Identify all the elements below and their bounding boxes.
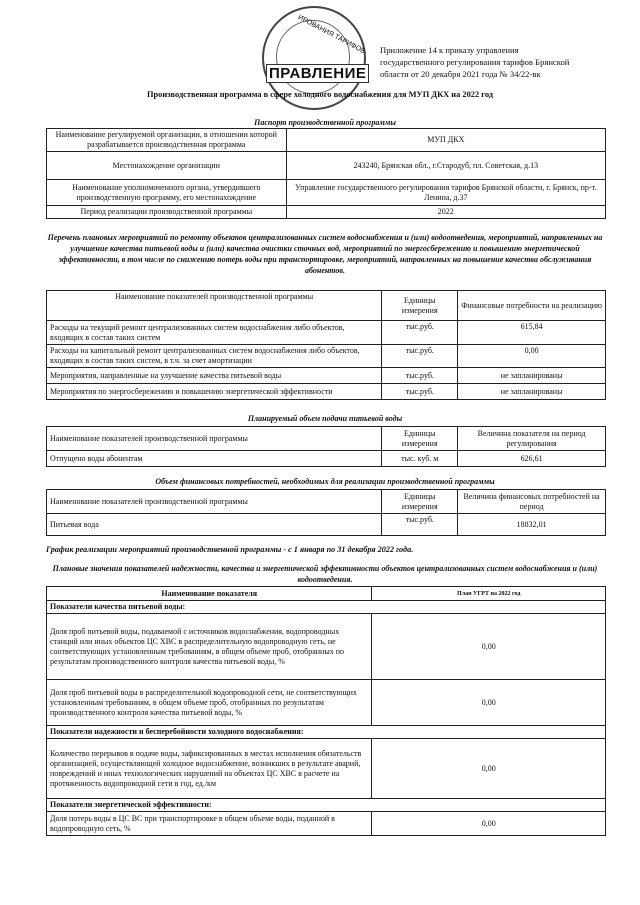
column-header: Наименование показателей производственной программы [47,291,382,321]
column-header: План УГРТ на 2022 год [372,587,606,601]
measure-name: Мероприятия по энергосбережению и повышению энергетической эффективности [47,384,382,400]
measure-unit: тыс.руб. [382,384,458,400]
table-header-row [47,490,606,514]
stamp-arc-text: ИРОВАНИЯ ТАРИФОВ [296,14,367,56]
appendix-line: государственного регулирования тарифов Брянской [380,57,570,67]
table-row [47,321,606,345]
indicators-table [46,586,606,836]
finance-value: 18832,01 [458,514,606,536]
table-row [47,206,606,219]
measure-unit: тыс.руб. [382,321,458,345]
supply-unit: тыс. куб. м [382,451,458,467]
indicator-name: Количество перерывов в подаче воды, зафиксированных в местах исполнения обязательств организацией, осуществляющей холодное водоснабжение, возникших в результате аварий, повреждений и иных технологических нарушений на объектах ЦС ХВС в расчете на протяженность водопроводной сети в год, ед./км [47,739,372,799]
indicator-value: 0,00 [372,812,606,836]
table-row [47,368,606,384]
passport-value: МУП ДКХ [286,129,605,152]
supply-value: 626,61 [458,451,606,467]
measure-value: не запланированы [458,384,606,400]
passport-value: 2022 [286,206,605,219]
supply-name: Отпущено воды абонентам [47,451,382,467]
passport-label: Период реализации производственной программы [47,206,287,219]
finance-name: Питьевая вода [47,514,382,536]
indicators-caption: Плановые значения показателей надежности, качества и энергетической эффективности объектов централизованных систем водоснабжения и (или) водоотведения. [52,564,598,584]
table-header-row [47,427,606,451]
section-row [47,601,606,614]
measure-unit: тыс.руб. [382,345,458,368]
finance-table [46,489,606,536]
measure-value: 615,84 [458,321,606,345]
column-header: Единицы измерения [382,427,458,451]
column-header: Единицы измерения [382,490,458,514]
indicator-name: Доля потерь воды в ЦС ВС при транспортировке в общем объеме воды, поданной в водопроводную сеть, % [47,812,372,836]
column-header: Финансовые потребности на реализацию [458,291,606,321]
table-row [47,180,606,206]
measure-value: 0,00 [458,345,606,368]
measure-value: не запланированы [458,368,606,384]
schedule-note: График реализации мероприятий производственной программы - с 1 января по 31 декабря 2022 года. [46,545,414,554]
table-row [47,614,606,680]
indicator-value: 0,00 [372,739,606,799]
table-row [47,680,606,726]
appendix-line: Приложение 14 к приказу управления [380,45,519,55]
section-row [47,799,606,812]
column-header: Наименование показателей производственной программы [47,427,382,451]
passport-label: Наименование уполномоченного органа, утвердившего производственную программу, его местонахождение [47,180,287,206]
column-header: Наименование показателей производственной программы [47,490,382,514]
document-title: Производственная программа в сфере холодного водоснабжения для МУП ДКХ на 2022 год [146,90,494,99]
table-row [47,451,606,467]
passport-caption: Паспорт производственной программы [254,118,396,127]
finance-unit: тыс.руб. [382,514,458,536]
indicator-value: 0,00 [372,680,606,726]
column-header: Величина показателя на период регулирования [458,427,606,451]
passport-label: Местонахождение организации [47,152,287,180]
appendix-line: области от 20 декабря 2021 года № 34/22-вк [380,69,541,79]
table-row [47,152,606,180]
column-header: Единицы измерения [382,291,458,321]
table-row [47,739,606,799]
table-row [47,514,606,536]
table-row [47,129,606,152]
section-title: Показатели энергетической эффективности: [47,799,606,812]
measure-name: Мероприятия, направленные на улучшение качества питьевой воды [47,368,382,384]
stamp-word: ПРАВЛЕНИЕ [266,64,369,83]
passport-label: Наименование регулируемой организации, в отношении которой разрабатывается производственная программа [47,129,287,152]
table-row [47,812,606,836]
measures-caption: Перечень плановых мероприятий по ремонту объектов централизованных систем водоснабжения и (или) водоотведения, мероприятий, направленных на улучшение качества питьевой воды и (или) качества очистки сточных вод, мероприятий по энергосбережению и повышению энергетической эффективности, в том числе по снижению потерь воды при транспортировке, мероприятий, направленных на повышение качества обслуживания абонентов. [47,233,603,275]
table-header-row [47,291,606,321]
column-header: Наименование показателя [47,587,372,601]
passport-value: Управление государственного регулирования тарифов Брянской области, г. Брянск, пр-т. Ленина, д.37 [286,180,605,206]
supply-caption: Планируемый объем подачи питьевой воды [247,414,403,423]
table-row [47,345,606,368]
measures-table [46,290,606,400]
section-title: Показатели надежности и бесперебойности холодного водоснабжения: [47,726,606,739]
indicator-name: Доля проб питьевой воды в распределительной водопроводной сети, не соответствующих установленным требованиям, в общем объеме проб, отобранных по результатам производственного контроля качества питьевой воды, % [47,680,372,726]
measure-unit: тыс.руб. [382,368,458,384]
indicator-value: 0,00 [372,614,606,680]
passport-table [46,128,606,219]
appendix-note [380,44,630,80]
column-header: Величина финансовых потребностей на период [458,490,606,514]
table-header-row [47,587,606,601]
section-title: Показатели качества питьевой воды: [47,601,606,614]
measure-name: Расходы на текущий ремонт централизованных систем водоснабжения либо объектов, входящих в состав таких систем [47,321,382,345]
section-row [47,726,606,739]
passport-value: 243240, Брянская обл., г.Стародуб, пл. Советская, д.13 [286,152,605,180]
supply-table [46,426,606,467]
measure-name: Расходы на капитальный ремонт централизованных систем водоснабжения либо объектов, входящих в состав таких систем, в т.ч. за счет амортизации [47,345,382,368]
finance-caption: Объем финансовых потребностей, необходимых для реализации производственной программы [155,477,495,486]
indicator-name: Доля проб питьевой воды, подаваемой с источников водоснабжения, водопроводных станций или иных объектов ЦС ХВС в распределительную водопроводную сеть, не соответствующих установленным требованиям, в общем объеме проб, отобранных по результатам производственного контроля качества питьевой воды, % [47,614,372,680]
table-row [47,384,606,400]
